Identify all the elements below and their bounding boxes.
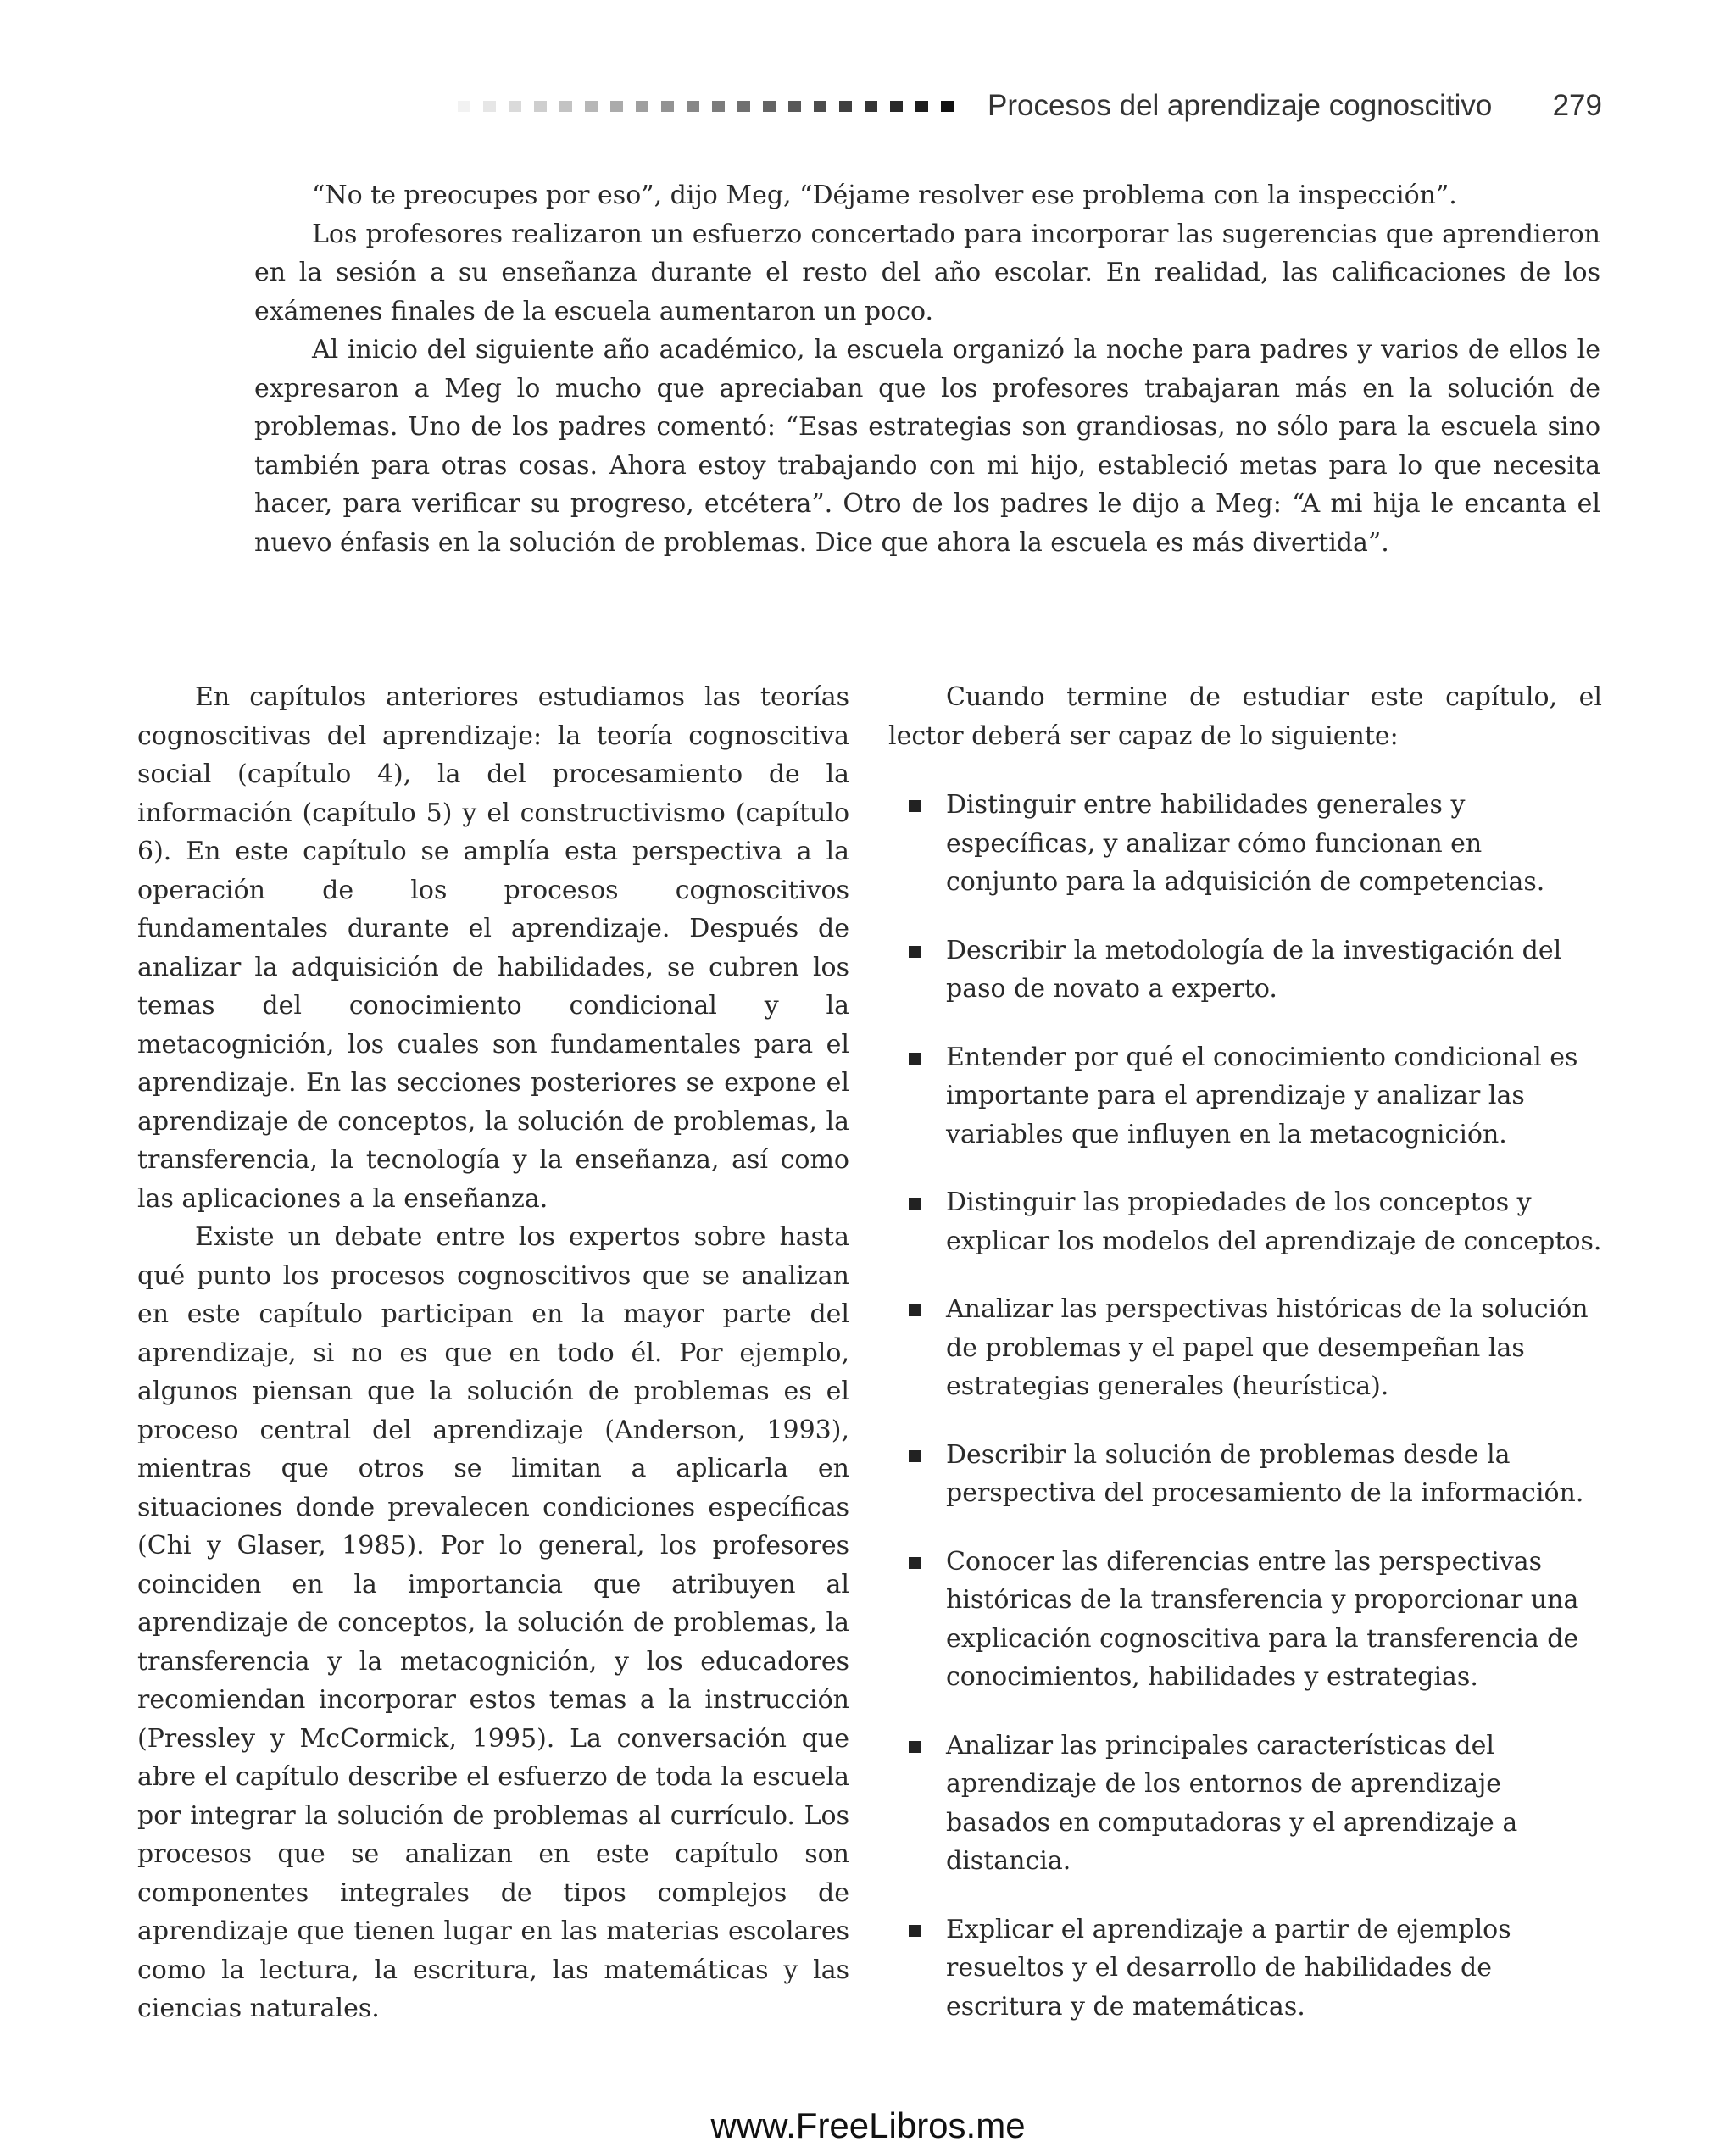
right-column	[888, 678, 1602, 2055]
objective-text: Entender por qué el conocimiento condicional es importante para el aprendizaje y analizar las variables que influyen en la metacognición.	[946, 1042, 1578, 1149]
opening-paragraph: Al inicio del siguiente año académico, la escuela organizó la noche para padres y varios de ellos le expresaron a Meg lo mucho que apreciaban que los profesores trabajaran más en la solución de problemas. Uno de los padres comentó: “Esas estrategias son grandiosas, no sólo para la escuela sino también para otras cosas. Ahora estoy trabajando con mi hijo, estableció metas para lo que necesita hacer, para verificar su progreso, etcétera”. Otro de los padres le dijo a Meg: “A mi hija le encanta el nuevo énfasis en la solución de problemas. Dice que ahora la escuela es más divertida”.	[254, 335, 1600, 558]
opening-paragraph: “No te preocupes por eso”, dijo Meg, “Déjame resolver ese problema con la inspección”.	[312, 181, 1457, 210]
header-dot	[509, 101, 521, 112]
objective-text: Distinguir las propiedades de los conceptos y explicar los modelos del aprendizaje de conceptos.	[946, 1188, 1602, 1256]
opening-vignette	[254, 176, 1600, 562]
opening-paragraph: Los profesores realizaron un esfuerzo concertado para incorporar las sugerencias que aprendieron en la sesión a su enseñanza durante el resto del año escolar. En realidad, las calificaciones de los exámenes finales de la escuela aumentaron un poco.	[254, 219, 1600, 326]
header-dot	[712, 101, 725, 112]
header-dot	[763, 101, 776, 112]
square-bullet-icon	[909, 1741, 921, 1753]
square-bullet-icon	[909, 946, 921, 958]
header-dot	[865, 101, 877, 112]
header-dot	[483, 101, 496, 112]
square-bullet-icon	[909, 1304, 921, 1316]
objective-text: Describir la solución de problemas desde la perspectiva del procesamiento de la información.	[946, 1439, 1584, 1508]
header-dot	[915, 101, 928, 112]
square-bullet-icon	[909, 1557, 921, 1569]
objective-item	[888, 1290, 1602, 1406]
body-paragraph: En capítulos anteriores estudiamos las teorías cognoscitivas del aprendizaje: la teoría cognoscitiva social (capítulo 4), la del procesamiento de la información (capítulo 5) y el constructivismo (capítulo 6). En este capítulo se amplía esta perspectiva a la operación de los procesos cognoscitivos fundamentales durante el aprendizaje. Después de analizar la adquisición de habilidades, se cubren los temas del conocimiento condicional y la metacognición, los cuales son fundamentales para el aprendizaje. En las secciones posteriores se expone el aprendizaje de conceptos, la solución de problemas, la transferencia, la tecnología y la enseñanza, así como las aplicaciones a la enseñanza.	[137, 682, 849, 1214]
objective-item	[888, 1543, 1602, 1697]
objective-text: Analizar las perspectivas históricas de la solución de problemas y el papel que desempeñan las estrategias generales (heurística).	[946, 1294, 1589, 1401]
header-dot	[610, 101, 623, 112]
objective-text: Explicar el aprendizaje a partir de ejemplos resueltos y el desarrollo de habilidades de escritura y de matemáticas.	[946, 1914, 1511, 2022]
header-dot	[458, 101, 470, 112]
footer-watermark[interactable]: www.FreeLibros.me	[710, 2105, 1026, 2145]
square-bullet-icon	[909, 1925, 921, 1937]
objective-text: Conocer las diferencias entre las perspectivas históricas de la transferencia y proporcionar una explicación cognoscitiva para la transferencia de conocimientos, habilidades y estrategias.	[946, 1546, 1579, 1692]
header-dot	[661, 101, 674, 112]
objective-item	[888, 932, 1602, 1009]
header-dot	[814, 101, 826, 112]
header-dot	[636, 101, 648, 112]
header-chapter-title: Procesos del aprendizaje cognoscitivo	[988, 89, 1493, 122]
left-column	[137, 678, 849, 2028]
objective-text: Describir la metodología de la investigación del paso de novato a experto.	[946, 935, 1562, 1004]
objective-item	[888, 1436, 1602, 1513]
objective-item	[888, 786, 1602, 902]
header-dot	[585, 101, 598, 112]
objective-item	[888, 1911, 1602, 2027]
objective-text: Distinguir entre habilidades generales y específicas, y analizar cómo funcionan en conjunto para la adquisición de competencias.	[946, 790, 1545, 897]
header-dot	[737, 101, 750, 112]
square-bullet-icon	[909, 1053, 921, 1065]
header-dot-ornament	[458, 101, 954, 112]
objective-item	[888, 1038, 1602, 1154]
page-number: 279	[1552, 89, 1602, 122]
square-bullet-icon	[909, 800, 921, 812]
objectives-intro: Cuando termine de estudiar este capítulo, el lector deberá ser capaz de lo siguiente:	[888, 682, 1602, 751]
header-dot	[534, 101, 547, 112]
objective-item	[888, 1727, 1602, 1881]
square-bullet-icon	[909, 1198, 921, 1210]
body-paragraph: Existe un debate entre los expertos sobre hasta qué punto los procesos cognoscitivos que se analizan en este capítulo participan en la mayor parte del aprendizaje, si no es que en todo él. Por ejemplo, algunos piensan que la solución de problemas es el proceso central del aprendizaje (Anderson, 1993), mientras que otros se limitan a aplicarla en situaciones donde prevalecen condiciones específicas (Chi y Glaser, 1985). Por lo general, los profesores coinciden en la importancia que atribuyen al aprendizaje de conceptos, la solución de problemas, la transferencia y la metacognición, y los educadores recomiendan incorporar estos temas a la instrucción (Pressley y McCormick, 1995). La conversación que abre el capítulo describe el esfuerzo de toda la escuela por integrar la solución de problemas al currículo. Los procesos que se analizan en este capítulo son componentes integrales de tipos complejos de aprendizaje que tienen lugar en las materias escolares como la lectura, la escritura, las matemáticas y las ciencias naturales.	[137, 1222, 849, 2023]
header-dot	[941, 101, 954, 112]
objectives-list	[888, 786, 1602, 2026]
header-dot	[839, 101, 852, 112]
header-dot	[890, 101, 903, 112]
objective-text: Analizar las principales características del aprendizaje de los entornos de aprendizaje basados en computadoras y el aprendizaje a distancia.	[946, 1730, 1518, 1876]
running-header	[458, 85, 1602, 127]
objective-item	[888, 1183, 1602, 1260]
header-dot	[687, 101, 699, 112]
header-dot	[559, 101, 572, 112]
header-dot	[788, 101, 801, 112]
square-bullet-icon	[909, 1450, 921, 1462]
